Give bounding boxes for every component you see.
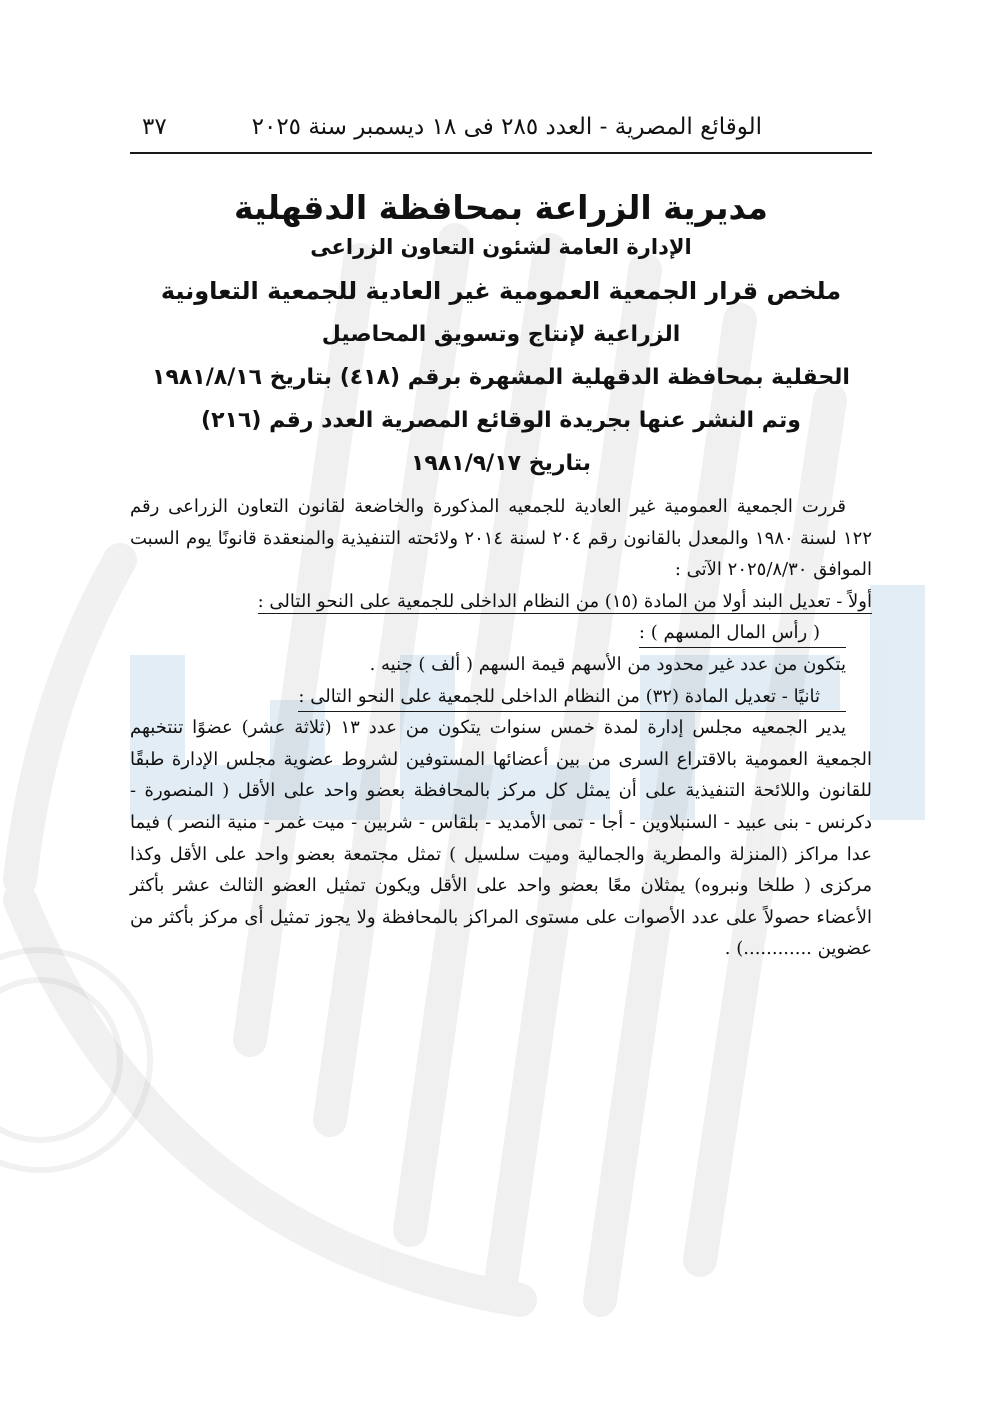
first-amendment-text: يتكون من عدد غير محدود من الأسهم قيمة السهم ( ألف ) جنيه .: [369, 653, 846, 675]
page-number: ٣٧: [142, 114, 167, 140]
authority-title: مديرية الزراعة بمحافظة الدقهلية: [234, 188, 768, 227]
first-amendment-caption-line: [130, 617, 872, 649]
gazette-page: [130, 108, 872, 965]
decision-body: [130, 491, 872, 965]
running-title: الوقائع المصرية - العدد ٢٨٥ فى ١٨ ديسمبر سنة ٢٠٢٥: [251, 114, 762, 140]
summary-line-1: ملخص قرار الجمعية العمومية غير العادية للجمعية التعاونية: [160, 277, 842, 305]
intro-paragraph: قررت الجمعية العمومية غير العادية للجمعيه المذكورة والخاضعة لقانون التعاون الزراعى رقم ١٢٢ لسنة ١٩٨٠ والمعدل بالقانون رقم ٢٠٤ لسنة ٢٠١٤ ولائحته التنفيذية والمنعقدة قانونًا يوم السبت الموافق ٢٠٢٥/٨/٣٠ الآتى :: [130, 496, 873, 581]
summary-line-2: الزراعية لإنتاج وتسويق المحاصيل: [321, 322, 681, 347]
department-subtitle: الإدارة العامة لشئون التعاون الزراعى: [310, 235, 692, 259]
first-amendment-caption: ( رأس المال المسهم ) :: [639, 619, 846, 648]
summary-line-5: بتاريخ ١٩٨١/٩/١٧: [410, 451, 592, 476]
title-block: [130, 188, 872, 485]
second-amendment-heading-line: [130, 681, 872, 713]
running-header: [130, 108, 872, 154]
first-amendment-heading: [130, 586, 872, 618]
summary-line-4: وتم النشر عنها بجريدة الوقائع المصرية العدد رقم (٢١٦): [201, 408, 801, 433]
summary-line-3: الحقلية بمحافظة الدقهلية المشهرة برقم (٤١٨) بتاريخ ١٩٨١/٨/١٦: [152, 365, 850, 390]
second-amendment-text: يدير الجمعيه مجلس إدارة لمدة خمس سنوات يتكون من عدد ١٣ (ثلاثة عشر) عضوًا تنتخبهم الجمعية العمومية بالاقتراع السرى من بين أعضائها المستوفين لشروط عضوية مجلس الإدارة طبقًا للقانون واللائحة التنفيذية على أن يمثل كل مركز بالمحافظة بعضو واحد على الأقل ( المنصورة - دكرنس - بنى عبيد - السنبلاوين - أجا - تمى الأمديد - بلقاس - شربين - ميت غمر - منية النصر ) فيما عدا مراكز (المنزلة والمطرية والجمالية وميت سلسيل ) تمثل مجتمعة بعضو واحد على الأقل وكذا مركزى ( طلخا ونبروه) يمثلان معًا بعضو واحد على الأقل ويكون تمثيل العضو الثالث عشر بأكثر الأعضاء حصولاً على عدد الأصوات على مستوى المراكز بالمحافظة ولا يجوز تمثيل أى مركز بأكثر من عضوين ............) .: [130, 717, 872, 960]
second-amendment-heading: ثانيًا - تعديل المادة (٣٢) من النظام الداخلى للجمعية على النحو التالى :: [298, 683, 846, 712]
first-amendment-heading-text: أولاً - تعديل البند أولا من المادة (١٥) من النظام الداخلى للجمعية على النحو التالى :: [257, 590, 872, 612]
